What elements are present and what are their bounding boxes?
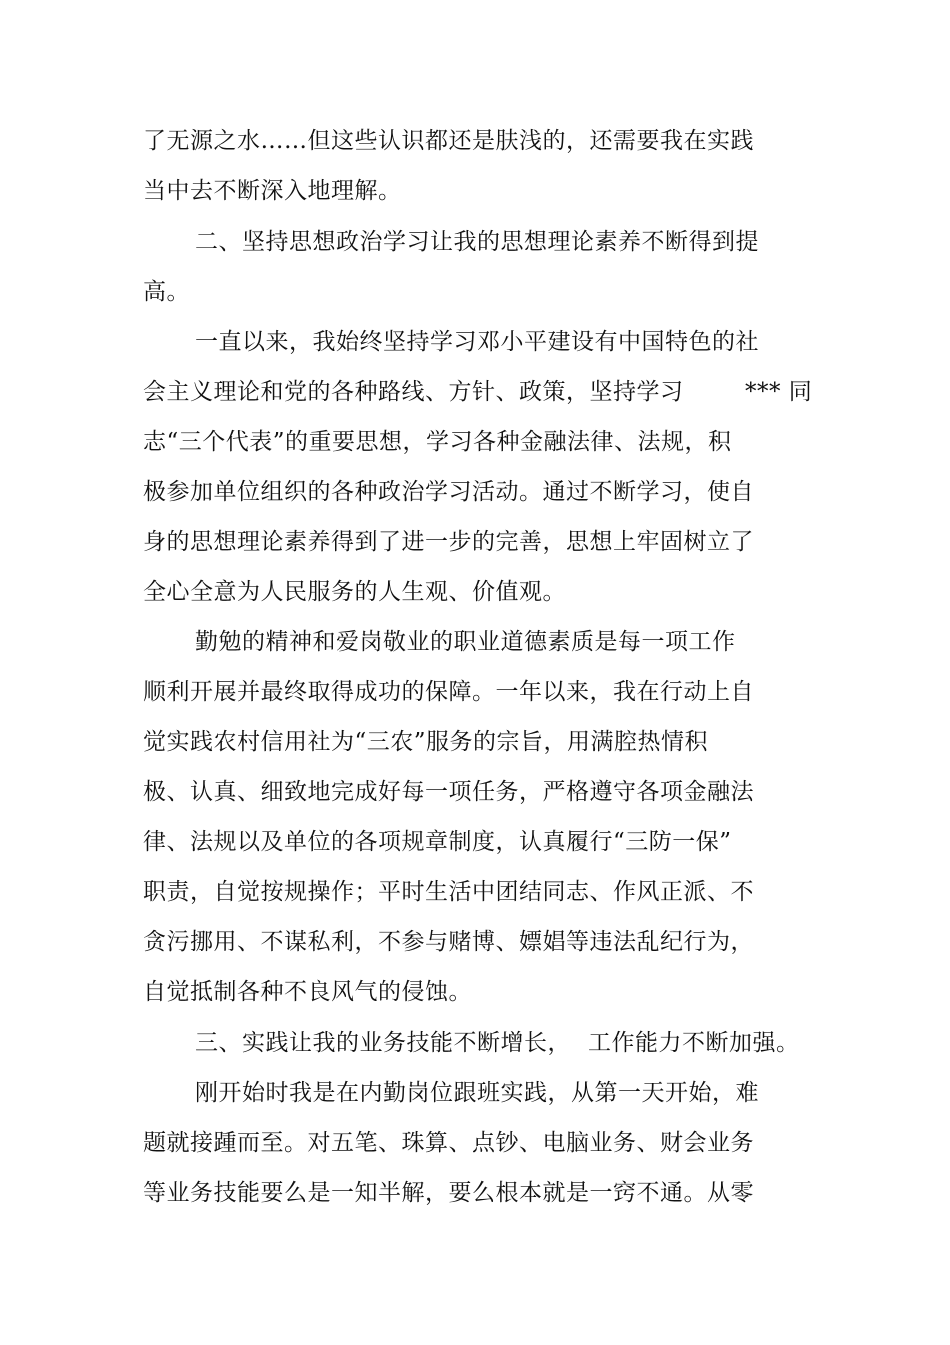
text-line: 自觉抵制各种不良风气的侵蚀。 (143, 979, 472, 1005)
text-line: 顺利开展并最终取得成功的保障。一年以来，我在行动上自 (143, 679, 754, 705)
text-line: 了无源之水……但这些认识都还是肤浅的，还需要我在实践 (143, 128, 754, 154)
text-line: 律、法规以及单位的各项规章制度，认真履行“三防一保” (143, 829, 732, 855)
text-line: 全心全意为人民服务的人生观、价值观。 (143, 579, 566, 605)
text-line: 极参加单位组织的各种政治学习活动。通过不断学习，使自 (143, 479, 754, 505)
section-heading-continued: 工作能力不断加强。 (588, 1030, 800, 1056)
section-heading: 二、坚持思想政治学习让我的思想理论素养不断得到提 (195, 229, 759, 255)
text-line: 高。 (143, 279, 190, 305)
text-line: 志“三个代表”的重要思想，学习各种金融法律、法规，积 (143, 429, 732, 455)
text-line: 身的思想理论素养得到了进一步的完善，思想上牢固树立了 (143, 529, 754, 555)
text-line: 刚开始时我是在内勤岗位跟班实践，从第一天开始，难 (195, 1080, 759, 1106)
text-line: 会主义理论和党的各种路线、方针、政策，坚持学习 (143, 379, 684, 405)
text-line: 勤勉的精神和爱岗敬业的职业道德素质是每一项工作 (195, 629, 736, 655)
text-line: 极、认真、细致地完成好每一项任务，严格遵守各项金融法 (143, 779, 754, 805)
section-heading: 三、实践让我的业务技能不断增长， (195, 1030, 571, 1056)
text-line: 当中去不断深入地理解。 (143, 178, 402, 204)
text-line: *** 同 (745, 379, 813, 405)
text-line: 觉实践农村信用社为“三农”服务的宗旨，用满腔热情积 (143, 729, 709, 755)
text-line: 贪污挪用、不谋私利，不参与赌博、嫖娼等违法乱纪行为， (143, 929, 754, 955)
text-line: 一直以来，我始终坚持学习邓小平建设有中国特色的社 (195, 329, 759, 355)
text-line: 职责，自觉按规操作；平时生活中团结同志、作风正派、不 (143, 879, 754, 905)
text-line: 题就接踵而至。对五笔、珠算、点钞、电脑业务、财会业务 (143, 1130, 754, 1156)
text-line: 等业务技能要么是一知半解，要么根本就是一窍不通。从零 (143, 1180, 754, 1206)
